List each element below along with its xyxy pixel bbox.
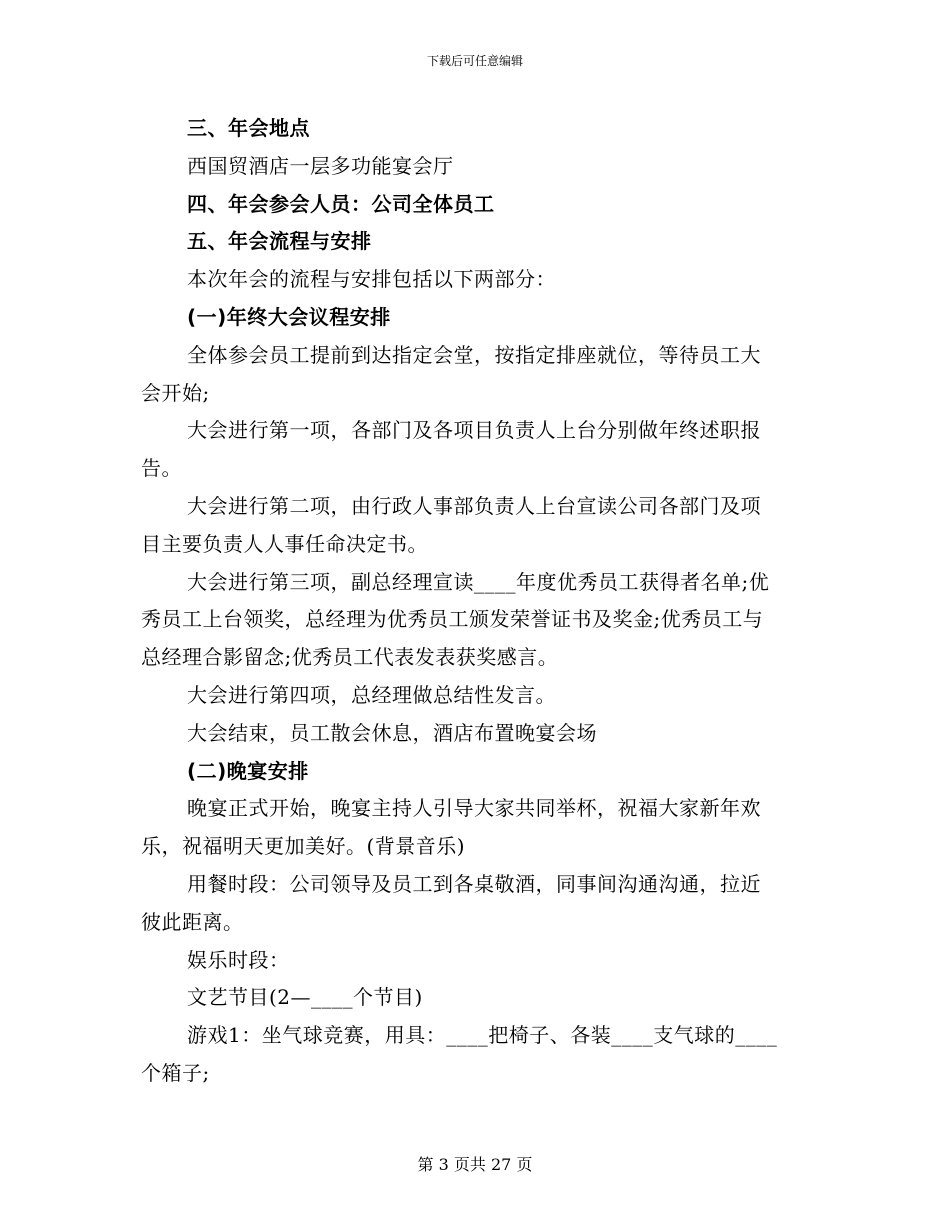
paragraph-line: 总经理合影留念;优秀员工代表发表获奖感言。 bbox=[141, 645, 559, 670]
paragraph-line: 会开始; bbox=[141, 380, 210, 405]
paragraph-line: 晚宴正式开始，晚宴主持人引导大家共同举杯，祝福大家新年欢 bbox=[187, 796, 761, 821]
page-header: 下载后可任意编辑 bbox=[426, 54, 523, 68]
paragraph-line: 全体参会员工提前到达指定会堂，按指定排座就位，等待员工大 bbox=[187, 342, 761, 367]
paragraph-line: 秀员工上台领奖，总经理为优秀员工颁发荣誉证书及奖金;优秀员工与 bbox=[141, 607, 764, 632]
paragraph-line: 游戏1：坐气球竞赛，用具：____把椅子、各装____支气球的____ bbox=[187, 1023, 778, 1048]
paragraph-line: 乐，祝福明天更加美好。(背景音乐) bbox=[141, 834, 466, 859]
document-body bbox=[141, 110, 821, 1093]
paragraph-line: 用餐时段：公司领导及员工到各桌敬酒，同事间沟通沟通，拉近 bbox=[187, 871, 761, 896]
paragraph-line: 彼此距离。 bbox=[141, 909, 244, 934]
paragraph-line: 个箱子; bbox=[141, 1060, 210, 1085]
subsection-heading-banquet: (二)晚宴安排 bbox=[187, 758, 309, 783]
paragraph-line: 大会进行第三项，副总经理宣读____年度优秀员工获得者名单;优 bbox=[187, 569, 770, 594]
paragraph-line: 大会进行第四项，总经理做总结性发言。 bbox=[187, 682, 556, 707]
paragraph-line: 告。 bbox=[141, 456, 182, 481]
paragraph-line: 大会进行第二项，由行政人事部负责人上台宣读公司各部门及项 bbox=[187, 493, 761, 518]
page-number-footer: 第 3 页共 27 页 bbox=[417, 1155, 533, 1174]
section-heading-attendees: 四、年会参会人员：公司全体员工 bbox=[187, 191, 495, 216]
paragraph-line: 娱乐时段： bbox=[187, 947, 290, 972]
paragraph-line: 目主要负责人人事任命决定书。 bbox=[141, 531, 428, 556]
paragraph-line: 西国贸酒店一层多功能宴会厅 bbox=[187, 153, 454, 178]
paragraph-line: 文艺节目(2—____个节目) bbox=[187, 985, 423, 1010]
paragraph-line: 大会进行第一项，各部门及各项目负责人上台分别做年终述职报 bbox=[187, 418, 761, 443]
paragraph-line: 本次年会的流程与安排包括以下两部分： bbox=[187, 267, 556, 292]
section-heading-venue: 三、年会地点 bbox=[187, 116, 310, 140]
paragraph-line: 大会结束，员工散会休息，酒店布置晚宴会场 bbox=[187, 720, 597, 745]
section-heading-agenda: 五、年会流程与安排 bbox=[187, 229, 372, 254]
subsection-heading-year-end-meeting: (一)年终大会议程安排 bbox=[187, 304, 391, 329]
